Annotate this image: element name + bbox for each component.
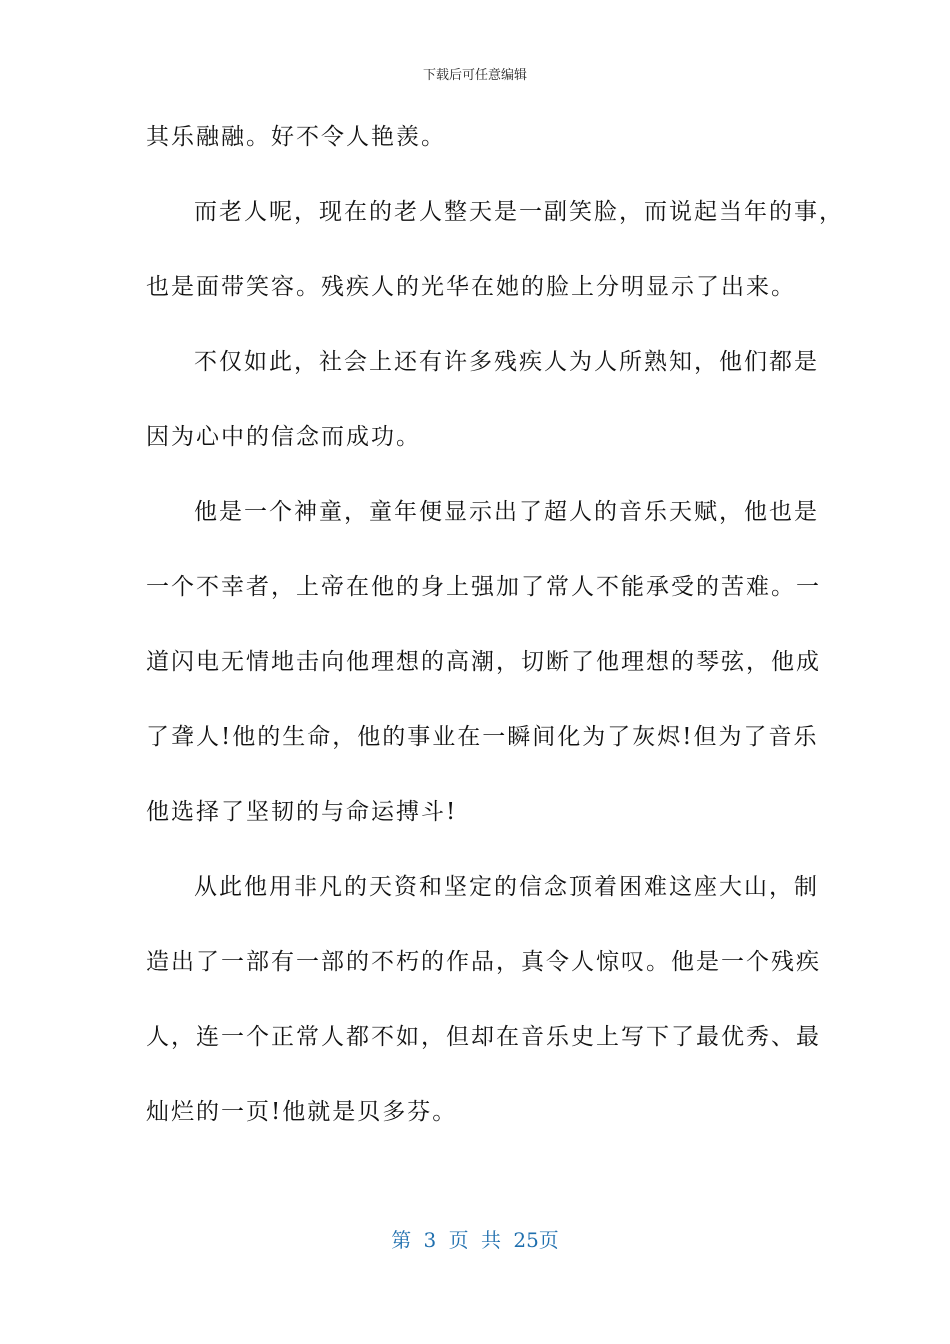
- text-line: 因为心中的信念而成功。: [146, 424, 421, 450]
- header-note: 下载后可任意编辑: [422, 68, 527, 83]
- body-text: [146, 119, 844, 1169]
- text-line: 而老人呢，现在的老人整天是一副笑脸，而说起当年的事，: [194, 199, 844, 225]
- text-line: 道闪电无情地击向他理想的高潮，切断了他理想的琴弦，他成: [146, 649, 821, 675]
- text-line: 其乐融融。好不令人艳羡。: [146, 124, 446, 150]
- text-line: 了聋人!他的生命，他的事业在一瞬间化为了灰烬!但为了音乐: [146, 724, 819, 750]
- text-line: 他选择了坚韧的与命运搏斗!: [146, 799, 458, 825]
- text-line: 灿烂的一页!他就是贝多芬。: [146, 1099, 458, 1125]
- page-number-footer: 第 3 页 共 25页: [391, 1228, 559, 1252]
- text-line: 人，连一个正常人都不如，但却在音乐史上写下了最优秀、最: [146, 1024, 821, 1050]
- text-line: 造出了一部有一部的不朽的作品，真令人惊叹。他是一个残疾: [146, 949, 821, 975]
- text-line: 从此他用非凡的天资和坚定的信念顶着困难这座大山，制: [194, 874, 819, 900]
- text-line: 也是面带笑容。残疾人的光华在她的脸上分明显示了出来。: [146, 274, 796, 300]
- text-line: 一个不幸者，上帝在他的身上强加了常人不能承受的苦难。一: [146, 574, 821, 600]
- text-line: 他是一个神童，童年便显示出了超人的音乐天赋，他也是: [194, 499, 819, 525]
- text-line: 不仅如此，社会上还有许多残疾人为人所熟知，他们都是: [194, 349, 819, 375]
